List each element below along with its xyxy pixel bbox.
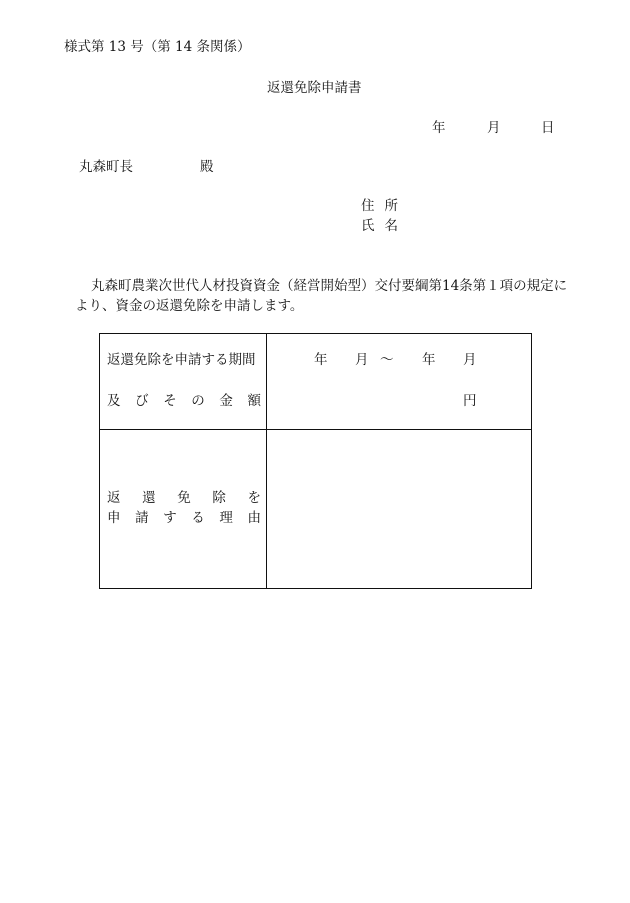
- label-char: の: [191, 393, 205, 409]
- period-label-line2: [107, 395, 261, 409]
- application-table: [99, 333, 532, 589]
- label-char: び: [135, 393, 149, 409]
- date-day[interactable]: 日: [541, 120, 555, 136]
- label-char: 請: [135, 510, 149, 526]
- period-start-year: 年: [314, 352, 328, 368]
- label-char: す: [163, 510, 177, 526]
- body-line: 丸森町農業次世代人材投資資金（経営開始型）交付要綱第14条第１項の規定に: [91, 278, 568, 294]
- label-char: る: [191, 510, 205, 526]
- period-amount-field[interactable]: [267, 334, 532, 430]
- reason-field[interactable]: [267, 430, 532, 589]
- label-char: 返: [107, 490, 121, 506]
- reason-label-line1: [107, 492, 261, 506]
- document-title: 返還免除申請書: [267, 80, 362, 96]
- date-month[interactable]: 月: [487, 120, 501, 136]
- label-char: 及: [107, 393, 121, 409]
- period-start-month: 月: [355, 352, 369, 368]
- addressee: 丸森町長: [79, 159, 133, 175]
- reason-text: [267, 430, 531, 588]
- table-row-period: [100, 334, 532, 430]
- label-char: を: [247, 490, 261, 506]
- amount-unit: 円: [463, 393, 477, 409]
- label-char: 還: [142, 490, 156, 506]
- form-number: 様式第 13 号（第 14 条関係）: [64, 39, 251, 55]
- period-label-cell: [100, 334, 267, 430]
- body-text: [75, 276, 569, 316]
- period-end-month: 月: [463, 352, 477, 368]
- table-row-reason: [100, 430, 532, 589]
- reason-label-line2: [107, 512, 261, 526]
- label-char: 除: [212, 490, 226, 506]
- label-char: 金: [219, 393, 233, 409]
- label-char: そ: [163, 393, 177, 409]
- period-tilde: 〜: [380, 352, 394, 368]
- honorific: 殿: [200, 159, 214, 175]
- period-end-year: 年: [422, 352, 436, 368]
- date-year[interactable]: 年: [432, 120, 446, 136]
- label-char: 由: [247, 510, 261, 526]
- label-char: 理: [219, 510, 233, 526]
- label-char: 額: [247, 393, 261, 409]
- body-line: より、資金の返還免除を申請します。: [75, 298, 304, 314]
- label-char: 免: [177, 490, 191, 506]
- period-label-line1: 返還免除を申請する期間: [107, 352, 256, 368]
- name-label: 氏名: [361, 218, 408, 234]
- address-label: 住所: [361, 198, 408, 214]
- label-char: 申: [107, 510, 121, 526]
- reason-label-cell: [100, 430, 267, 589]
